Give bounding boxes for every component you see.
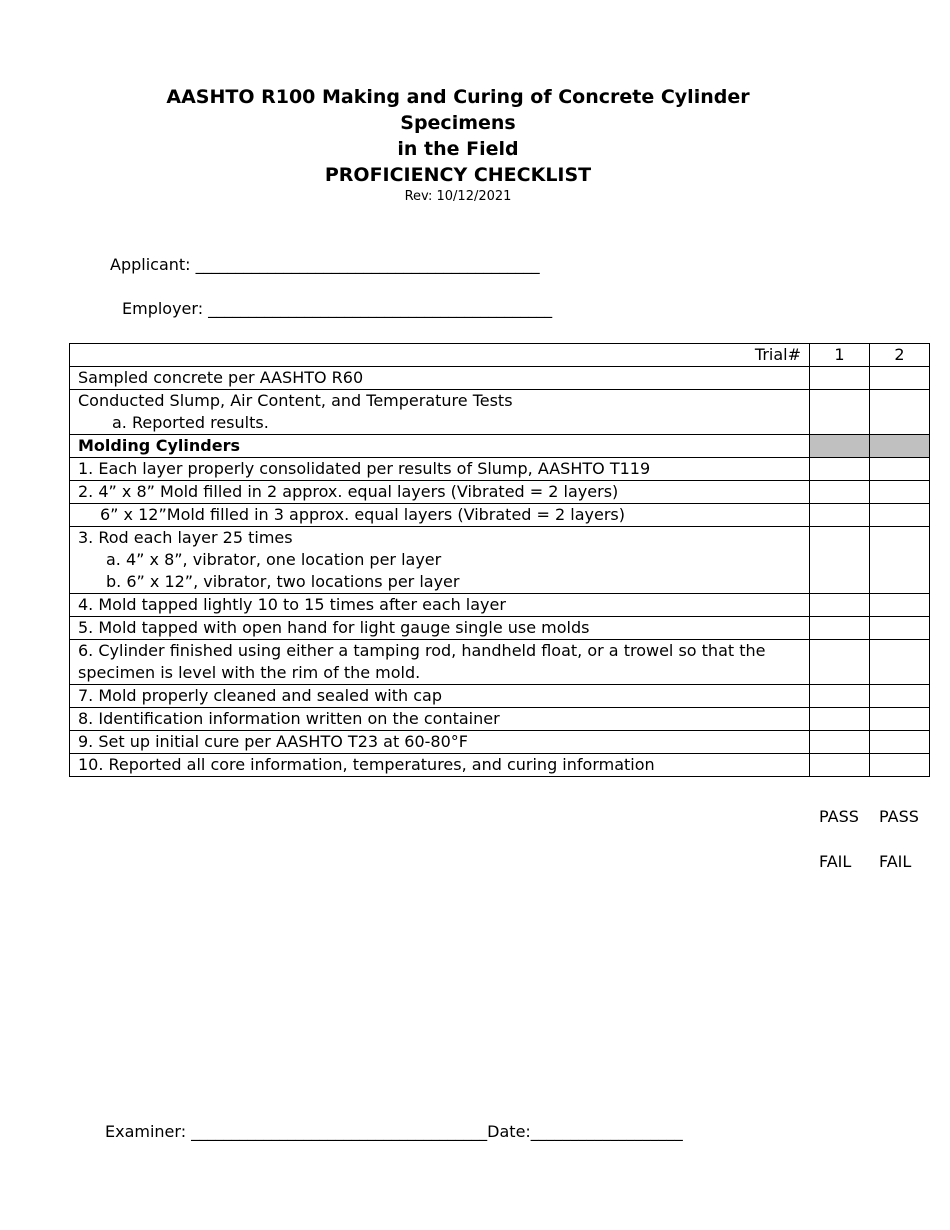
pass-trial-1[interactable]: PASS [819,807,859,826]
trial-1-cell[interactable] [810,640,870,685]
step-line: Conducted Slump, Air Content, and Temperature Tests [78,391,513,410]
trial-2-cell[interactable] [870,708,930,731]
revision-date: Rev: 10/12/2021 [404,189,512,204]
title-line-2: Specimens [400,112,516,134]
step-text: 4. Mold tapped lightly 10 to 15 times after each layer [70,594,810,617]
table-row [70,640,930,685]
trial-2-cell[interactable] [870,367,930,390]
trial-2-cell[interactable] [870,458,930,481]
proficiency-checklist-table [69,343,930,777]
trial-2-header: 2 [870,344,930,367]
step-line: 3. Rod each layer 25 times [78,528,293,547]
step-subline: b. 6” x 12”, vibrator, two locations per layer [106,572,460,591]
step-text [70,504,810,527]
examiner-date-field[interactable]: Examiner: _____________________________________Date:___________________ [105,1122,683,1141]
step-text: 7. Mold properly cleaned and sealed with cap [70,685,810,708]
trial-1-cell[interactable] [810,708,870,731]
trial-1-cell[interactable] [810,685,870,708]
step-text: 1. Each layer properly consolidated per results of Slump, AASHTO T119 [70,458,810,481]
trial-1-cell[interactable] [810,594,870,617]
step-line: specimen is level with the rim of the mold. [78,663,421,682]
table-row [70,504,930,527]
table-row [70,481,930,504]
table-row [70,594,930,617]
trial-2-cell[interactable] [870,754,930,777]
trial-1-cell[interactable] [810,481,870,504]
trial-2-cell-shaded [870,435,930,458]
title-line-4: PROFICIENCY CHECKLIST [324,164,592,186]
document-header [108,84,808,206]
trial-1-cell[interactable] [810,504,870,527]
step-text [70,390,810,435]
title-line-3: in the Field [397,138,519,160]
trial-2-cell[interactable] [870,481,930,504]
trial-1-cell[interactable] [810,458,870,481]
table-row [70,617,930,640]
table-row [70,685,930,708]
step-text: 2. 4” x 8” Mold filled in 2 approx. equal layers (Vibrated = 2 layers) [70,481,810,504]
trial-2-cell[interactable] [870,640,930,685]
section-header-row [70,435,930,458]
step-text: 5. Mold tapped with open hand for light gauge single use molds [70,617,810,640]
table-row [70,527,930,594]
table-row [70,708,930,731]
step-line: 6. Cylinder finished using either a tamping rod, handheld float, or a trowel so that the [78,641,766,660]
step-line: 6” x 12”Mold filled in 3 approx. equal layers (Vibrated = 2 layers) [100,505,626,524]
table-row [70,390,930,435]
fail-trial-2[interactable]: FAIL [879,852,912,871]
table-row [70,458,930,481]
trial-1-cell[interactable] [810,367,870,390]
trial-label: Trial# [70,344,810,367]
title-line-1: AASHTO R100 Making and Curing of Concrete Cylinder [166,86,750,108]
table-row [70,731,930,754]
step-subline: a. Reported results. [112,413,269,432]
step-text: 10. Reported all core information, temperatures, and curing information [70,754,810,777]
trial-2-cell[interactable] [870,527,930,594]
applicant-field[interactable]: Applicant: ___________________________________________ [110,255,540,274]
table-row [70,367,930,390]
trial-1-cell[interactable] [810,527,870,594]
trial-1-cell[interactable] [810,731,870,754]
trial-1-cell[interactable] [810,390,870,435]
trial-1-cell[interactable] [810,617,870,640]
step-text [70,640,810,685]
table-row [70,754,930,777]
step-subline: a. 4” x 8”, vibrator, one location per layer [106,550,442,569]
step-text: Sampled concrete per AASHTO R60 [70,367,810,390]
trial-1-cell[interactable] [810,754,870,777]
trial-1-cell-shaded [810,435,870,458]
employer-field[interactable]: Employer: ___________________________________________ [122,299,553,318]
table-header-row [70,344,930,367]
step-text: 8. Identification information written on the container [70,708,810,731]
trial-2-cell[interactable] [870,617,930,640]
trial-1-header: 1 [810,344,870,367]
step-text [70,527,810,594]
step-text: 9. Set up initial cure per AASHTO T23 at 60-80°F [70,731,810,754]
fail-trial-1[interactable]: FAIL [819,852,852,871]
trial-2-cell[interactable] [870,504,930,527]
section-title: Molding Cylinders [70,435,810,458]
trial-2-cell[interactable] [870,594,930,617]
trial-2-cell[interactable] [870,685,930,708]
trial-2-cell[interactable] [870,390,930,435]
trial-2-cell[interactable] [870,731,930,754]
pass-trial-2[interactable]: PASS [879,807,919,826]
